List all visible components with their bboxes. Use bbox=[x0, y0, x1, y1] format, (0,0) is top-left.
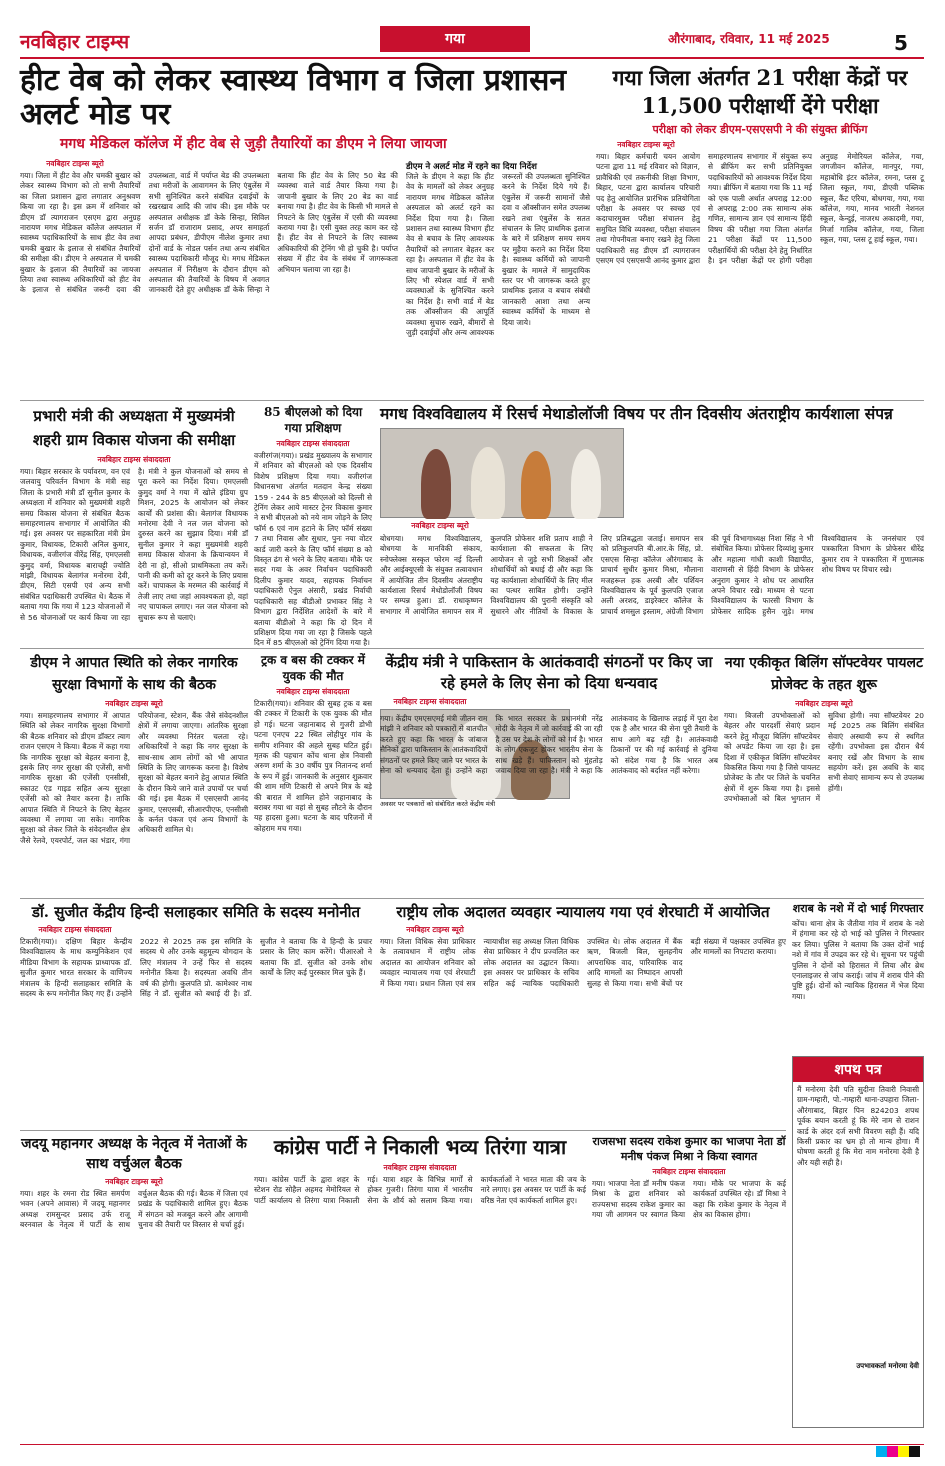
article-body: टिकारी(गया)। शनिवार की सुबह ट्रक व बस की टक्कर में टिकारी के एक युवक की मौत हो गई। घटना जहानाबाद से गुजरी डोभी पटना एनएच 22 स्थित लोहीपुर गांव के समीप शनिवार की अहले सुबह घटित हुई। मृतक की पहचान कोंच थाना क्षेत्र निवासी अरुण शर्मा के 30 वर्षीय पुत्र नितानन्द शर्मा के रूप में हुई। जानकारी के अनुसार शुक्रवार की शाम मणि टिकारी से अपने मित्र के बड़े की बारात में शामिल होने जहानाबाद के बराबर गया था वहां से सुबह लौटने के दौरान यह हादसा हुआ। घटना के बाद परिजनों में कोहराम मच गया। bbox=[254, 699, 372, 833]
headline: गया जिला अंतर्गत 21 परीक्षा केंद्रों पर 11,500 परीक्षार्थी देंगे परीक्षा bbox=[612, 65, 908, 118]
article-body: गया। बिहार सरकार के पर्यावरण, वन एवं जलवायु परिवर्तन विभाग के मंत्री सह जिला के प्रभारी मंत्री डॉ सुनील कुमार के अध्यक्षता में शनिवार को मुख्यमंत्री शहरी समग्र विकास योजना से संबंधित बैठक समाहरणालय सभागार में आयोजित की गई। इस अवसर पर सहकारिता मंत्री प्रेम कुमार, विधायक, टिकारी अनिल कुमार, विधायक, वजीरगंज वीरेंद्र सिंह, एमएलसी कुमुद वर्मा, विधायक बाराचट्टी ज्योति मांझी, विधायक बेलागंज मनोरमा देवी, डीएम, सिटी एसपी एवं अन्य सभी संबंधित पदाधिकारी उपस्थित थे। बैठक में बताया गया कि गया में 123 योजनाओं में से 56 योजनाओं पर कार्य किया जा रहा है। मंत्री ने कुल योजनाओं को समय से पूरा करने का निर्देश दिया। एमएलसी कुमुद वर्मा ने गया में खोले इंडिया ग्रुप मिशन, 2025 के आयोजन को लेकर कार्यों की प्रशंसा की। बेलागंज विधायक मनोरमा देवी ने नल जल योजना को दुरुस्त करने का सुझाव दिया। मंत्री डॉ सुनील कुमार ने कहा मुख्यमंत्री शहरी समग्र विकास योजना के क्रियान्वयन में देरी ना हो, सीओ प्राथमिकता तय करें। पानी की कमी को दूर करने के लिए प्रयास करें। चापाकल के मरम्मत की कार्रवाई में तेजी लाए तथा जहां आवश्यकता हो, वहां नए चापाकल लगाए। नल जल योजना को सुचारू रूप से चलाएं। bbox=[20, 467, 248, 622]
divider bbox=[20, 648, 924, 649]
article-body: गया। बिजली उपभोक्ताओं को बेहतर और पारदर्शी सेवाएं प्रदान करने हेतु मौजूदा बिलिंग सॉफ्टवेयर को अपडेट किया जा रहा है। इस दिशा में एकीकृत बिलिंग सॉफ्टवेयर विकसित किया गया है जिसे पायलट प्रोजेक्ट के तौर पर जिले के चयनित क्षेत्रों में शुरू किया गया है। इससे उपभोक्ताओं को बिल भुगतान में सुविधा होगी। नया सॉफ्टवेयर 20 मई 2025 तक बिलिंग संबंधित सेवाएं अस्थायी रूप से स्थगित रहेंगी। उपभोक्ता इस दौरान धैर्य बनाए रखें और विभाग के साथ सहयोग करें। इस अवधि के बाद सभी सेवाएं सामान्य रूप से उपलब्ध होंगी। bbox=[724, 711, 924, 804]
inset-body: जिले के डीएम ने कहा कि हीट वेव के मामलों को लेकर अनुग्रह नारायण मगध मेडिकल कॉलेज अस्पताल को अलर्ट रहने का निर्देश दिया गया है। जिला प्रशासन तथा स्वास्थ्य विभाग हीट वेव से बचाव के लिए आवश्यक तैयारियों को लगातार बेहतर कर रहा है। अस्पताल में हीट वेव के साथ जापानी बुखार के मरीजों के लिए भी स्पेशल वार्ड में सभी व्यवस्थाओं के सुनिश्चित करने का निर्देश है। सभी वार्ड में बेड तक ऑक्सीजन की आपूर्ति व्यवस्था सुचारु रखने, बीमारों से जुड़ी दवाईयों और अन्य आवश्यक जरूरतों की उपलब्धता सुनिश्चित करने के निर्देश दिये गये हैं। एंबुलेंस में जरूरी सामानों जैसे दवा व ऑक्सीजन समेत उपलब्ध रखने तथा एंबुलेंस के सतत संचालन के लिए प्राथमिक इलाज के बारे में प्रशिक्षण समय समय पर मुहैया कराने का निर्देश दिया है। स्वास्थ्य कर्मियों को जापानी बुखार के मामले में सामुदायिक स्तर पर भी जागरूक करते हुए प्राथमिक इलाज व बचाव संबंधी जानकारी आशा तथा अन्य स्वास्थ्य कर्मियों के माध्यम से दिया जाये। bbox=[406, 172, 590, 338]
article-billing bbox=[724, 652, 924, 894]
headline: प्रभारी मंत्री की अध्यक्षता में मुख्यमंत्री शहरी ग्राम विकास योजना की समीक्षा bbox=[32, 407, 236, 449]
headline: शराब के नशे में दो भाई गिरफ्तार bbox=[792, 902, 924, 915]
black-swatch bbox=[909, 1446, 920, 1457]
article-body: गया। समाहरणालय सभागार में आपात स्थिति को लेकर नागरिक सुरक्षा विभागों की बैठक शनिवार को डीएम डॉक्टर त्याग राजन एसएम ने किया। बैठक में कहा गया कि नागरिक सुरक्षा को बेहतर बनाना है, इसके लिए नगर सुरक्षा की एजेंसी, सभी नागरिक सुरक्षा की एजेंसी एनसीसी, स्काउट एंड गाइड सहित अन्य सुरक्षा एजेंसी को को तैयार करना है। ताकि आपात स्थिति में निपटने के लिए बेहतर व्यवस्था में लगाया जा सके। नागरिक सुरक्षा को लेकर जिले के संवेदनशील क्षेत्र जैसे रेलवे, एयरपोर्ट, जल का भंडार, गंगा परियोजना, स्टेशन, बैंक जैसे संवेदनशील क्षेत्रों में लगाया जाएगा। आंतरिक सुरक्षा और व्यवस्था निरंतर चलता रहे। अधिकारियों ने कहा कि नगर सुरक्षा के साथ-साथ आम लोगों को भी आपात स्थिति के लिए जागरूक करना है। विशेष सुरक्षा को बेहतर बनाने हेतु आपात स्थिति के दौरान किये जाने वाले उपायों पर चर्चा की गई। इस बैठक में एसएसपी आनंद कुमार, एसएसबी, सीआरपीएफ, एनसीसी के कर्नल पंकज एवं अन्य विभागों के अधिकारी शामिल थे। bbox=[20, 711, 248, 845]
byline: नवबिहार टाइम्स ब्यूरो bbox=[46, 159, 104, 168]
byline: नवबिहार टाइम्स संवाददाता bbox=[393, 697, 467, 706]
masthead bbox=[0, 0, 945, 58]
article-body: बोधगया। मगध विश्वविद्यालय, बोधगया के मानविकी संकाय, स्नोफ्लेक्स सस्कृत फोरम नई दिल्ली और आईक्यूएसी के संयुक्त तत्वावधान में आयोजित तीन दिवसीय अंतराष्ट्रीय कार्यशाला रिसर्च मेथोडोलॉजी विषय पर सम्पन्न हुआ। डॉ. राधाकृष्णन सभागार में आयोजित समापन सत्र में कुलपति प्रोफेसर शशि प्रताप शाही ने कार्यशाला की सफलता के लिए आयोजन से जुड़े सभी शिक्षकों और शोधार्थियों को बधाई दी और कहा कि यह कार्यशाला शोधार्थियों के लिए मील का पत्थर साबित होगी। उन्होंने विश्वविद्यालय की पुरानी संस्कृति को सुधारने और नीतियों के विकास के लिए प्रतिबद्धता जताई। समापन सत्र को प्रतिकुलपति बी.आर.के सिंह, प्रो. एसएस सिन्हा कॉलेज औरंगाबाद के प्राचार्य सुधीर कुमार मिश्रा, मौलाना मजहरूल हक अरबी और पर्शियन विश्वविद्यालय के पूर्व कुलपति एजाज अली अरशद, डाइरेक्टर कॉलेज के प्राचार्य शमसुल इस्लाम, अंग्रेजी विभाग की पूर्व विभागाध्यक्ष निशा सिंह ने भी संबोधित किया। प्रोफेसर दिव्यांशु कुमार और महात्मा गांधी काशी विद्यापीठ, वाराणसी से हिंदी विभाग के प्रोफेसर अनुराग कुमार ने शोध पर आधारित अपने विचार रखे। माध्यम से पटना विश्वविद्यालय के फारसी विभाग के प्रोफेसर सादिक हुसैन जुड़े। मगध विश्वविद्यालय के जनसंचार एवं पत्रकारिता विभाग के प्रोफेसर धीरेंद्र कुमार राय ने पत्रकारिता में गुणात्मक शोध विषय पर विचार रखे। bbox=[380, 534, 924, 616]
headline: नया एकीकृत बिलिंग सॉफ्टवेयर पायलट प्रोजेक्ट के तहत शुरू bbox=[724, 655, 924, 693]
byline: नवबिहार टाइम्स ब्यूरो bbox=[411, 521, 469, 530]
footer-rule bbox=[20, 1444, 924, 1445]
article-civil-defence bbox=[20, 652, 248, 894]
headline: राजसभा सदस्य राकेश कुमार का भाजपा नेता डॉ मनीष पंकज मिश्रा ने किया स्वागत bbox=[592, 1135, 786, 1163]
edition-date: औरंगाबाद, रविवार, 11 मई 2025 bbox=[668, 32, 830, 46]
headline: जदयू महानगर अध्यक्ष के नेतृत्व में नेताओं के साथ वर्चुअल बैठक bbox=[21, 1136, 247, 1172]
notice-signature: उपभावकर्ता मनोरमा देवी bbox=[856, 1362, 919, 1370]
article-body: गया। जिला में हीट वेव और चमकी बुखार को लेकर स्वास्थ्य विभाग को तो सभी तैयारियों का जिला प्रशासन द्वारा लगातार अनुश्रवण किया जा रहा है। इस क्रम में शनिवार को डीएम डॉ त्यागराजन एसएम द्वारा अनुग्रह नारायण मगध मेडिकल कॉलेज अस्पताल में स्वास्थ्य पदाधिकारियों के साथ हीट वेव तथा चमकी बुखार के इलाज से संबंधित तैयारियों की समीक्षा की। डीएम ने अस्पताल में चमकी बुखार के इलाज की तैयारियों का जायजा लिया तथा स्वास्थ्य अधिकारियों को हीट वेव के इलाज से संबंधित जरूरी दवा की उपलब्धता, वार्ड में पर्याप्त बेड की उपलब्धता तथा मरीजों के आवागमन के लिए एंबुलेंस में सभी सुनिश्चित करने संबंधित दवाईयों के रखरखाव आदि की जांच की। इस मौके पर अस्पताल अधीक्षक डॉ केके सिन्हा, सिविल सर्जन डॉ राजाराम प्रसाद, अपर समाहर्ता आपदा प्रबंधन, डीपीएम नीलेश कुमार तथा दोनों वार्ड के नोडल पर्सन तथा अन्य संबंधित स्वास्थ्य पदाधिकारी मौजूद थे। मगध मेडिकल अस्पताल में निरीक्षण के दौरान डीएम को अस्पताल की तैयारियों के विषय में अवगत जानकारी देते हुए अधीक्षक डॉ केके सिन्हा ने बताया कि हीट वेव के लिए 50 बेड की व्यवस्था वाले वार्ड तैयार किया गया है। जापानी बुखार के लिए 20 बेड का वार्ड बनाया गया है। हीट वेव के किसी भी मामले से निपटने के लिए एंबुलेंस में एसी की व्यवस्था कराया गया है। एसी युक्त तरह काम कर रहे हैं। हीट वेव से निपटने के लिए स्वास्थ्य अधिकारियों की ट्रेनिंग भी हो चुकी है। पर्याप्त संख्या में हीट वेव के संबंध में जागरूकता अभियान चलाया जा रहा है। bbox=[20, 171, 398, 295]
article-liquor-arrest bbox=[792, 902, 924, 1052]
article-body: गया। केंद्रीय एमएसएमई मंत्री जीतन राम मांझी ने शनिवार को पत्रकारों से बातचीत करते हुए कहा कि भारत के जांबाज सैनिकों द्वारा पाकिस्तान के आतंकवादियों संगठनों पर हमले किए जाने पर भारत के सेना को धन्यवाद देता हूं। उन्होंने कहा कि भारत सरकार के प्रधानमंत्री नरेंद्र मोदी के नेतृत्व में जो कार्रवाई की जा रही है उस पर देश के लोगों को गर्व है। भारत के लोग एकजुट होकर भारतीय सेना के साथ खड़े हैं। पाकिस्तान को मुंहतोड़ जवाब दिया जा रहा है। मंत्री ने कहा कि आतंकवाद के खिलाफ लड़ाई में पूरा देश एक है और भारत की सेना पूरी तैयारी के साथ आगे बढ़ रही है। आतंकवादी ठिकानों पर की गई कार्रवाई से दुनिया को संदेश गया है कि भारत अब आतंकवाद को बर्दाश्त नहीं करेगा। bbox=[380, 714, 718, 776]
headline: हीट वेब को लेकर स्वास्थ्य विभाग व जिला प्रशासन अलर्ट मोड पर bbox=[20, 63, 567, 132]
article-body: गया। शहर के रमना रोड स्थित समर्पण भवन (अपने आवास) में जदयू महानगर अध्यक्ष रामसुन्दर प्रसाद उर्फ राजू बरनवाल के नेतृत्व में पार्टी के साथ वर्चुअल बैठक की गई। बैठक में जिला एवं प्रखंड के पदाधिकारी शामिल हुए। बैठक में संगठन को मजबूत करने और आगामी चुनाव की तैयारी पर विस्तार से चर्चा हुई। bbox=[20, 1189, 248, 1230]
byline: नवबिहार टाइम्स संवाददाता bbox=[652, 1167, 726, 1176]
headline: राष्ट्रीय लोक अदालत व्यवहार न्यायालय गया एवं शेरघाटी में आयोजित bbox=[396, 903, 770, 921]
byline: नवबिहार टाइम्स ब्यूरो bbox=[406, 925, 464, 934]
masthead-rule bbox=[20, 57, 924, 59]
headline: डॉ. सुजीत केंद्रीय हिन्दी सलाहकार समिति के सदस्य मनोनीत bbox=[31, 903, 361, 921]
byline: नवबिहार टाइम्स ब्यूरो bbox=[795, 699, 853, 708]
article-bjp-welcome bbox=[592, 1134, 786, 1434]
article-body: वजीरगंज(गया)। प्रखंड मुख्यालय के सभागार में शनिवार को बीएलओ को एक दिवसीय विशेष प्रशिक्षण दिया गया। वजीरगंज विधानसभा अंतर्गत मतदान केन्द्र संख्या 159 - 244 के 85 बीएलओ को दिल्ली से ट्रेनिंग लेकर आये मास्टर ट्रेनर विकास कुमार ने सभी बीएलओ को नये नाम जोड़ने के लिए फॉर्म 6 एवं नाम हटाने के लिए फॉर्म संख्या 7 तथा निवास और सुधार, पुनः नया वोटर कार्ड जारी करने के लिए फॉर्म संख्या 8 को विस्तृत ढंग से भरने के लिए बताया। मौके पर सदर गया के अवर निर्वाचन पदाधिकारी दिलीप कुमार यादव, सहायक निर्वाचन पदाधिकारी ऐनुल अंसारी, प्रखंड निर्वाची पदाधिकारी सह बीडीओ प्रभाकर सिंह ने विभाग द्वारा निर्देशित आदेशों के बारे में बताया बीडीओ ने कहा कि दो दिन में प्रशिक्षण दिया गया जा रहा है जिसके पहले दिन में 85 बीएलओ को ट्रेनिंग दिया गया है। bbox=[254, 451, 372, 648]
divider bbox=[20, 898, 924, 899]
subheadline: परीक्षा को लेकर डीएम-एसएसपी ने की संयुक्त ब्रीफिंग bbox=[652, 123, 868, 136]
newspaper-name: नवबिहार टाइम्स bbox=[20, 31, 130, 53]
byline: नवबिहार टाइम्स संवाददाता bbox=[276, 687, 350, 696]
byline: नवबिहार टाइम्स ब्यूरो bbox=[105, 699, 163, 708]
article-union-minister bbox=[380, 652, 718, 894]
article-minister-review bbox=[20, 404, 248, 644]
affidavit-notice bbox=[792, 1056, 924, 1428]
byline: नवबिहार टाइम्स संवाददाता bbox=[38, 925, 112, 934]
notice-head: शपथ पत्र bbox=[793, 1057, 923, 1082]
article-workshop bbox=[380, 404, 924, 644]
section-label: गया bbox=[380, 26, 530, 52]
article-blo-training bbox=[254, 404, 372, 648]
byline: नवबिहार टाइम्स संवाददाता bbox=[383, 1163, 457, 1172]
headline: 85 बीएलओ को दिया गया प्रशिक्षण bbox=[263, 405, 363, 435]
article-accident bbox=[254, 652, 372, 894]
inset-head: डीएम ने अलर्ट मोड में रहने का दिया निर्देश bbox=[406, 162, 537, 172]
yellow-swatch bbox=[898, 1446, 909, 1457]
article-jdu-meeting bbox=[20, 1134, 248, 1434]
article-body: गया। जिला विधिक सेवा प्राधिकार के तत्वावधान में राष्ट्रीय लोक अदालत का आयोजन शनिवार को व्यवहार न्यायालय गया एवं शेरघाटी में किया गया। प्रधान जिला एवं सत्र न्यायाधीश सह अध्यक्ष जिला विधिक सेवा प्राधिकार ने दीप प्रज्वलित कर लोक अदालत का उद्घाटन किया। इस अवसर पर प्राधिकार के सचिव सहित कई न्यायिक पदाधिकारी उपस्थित थे। लोक अदालत में बैंक ऋण, बिजली बिल, सुलहनीय आपराधिक वाद, पारिवारिक वाद आदि मामलों का निष्पादन आपसी सुलह से किया गया। सभी बेंचों पर बड़ी संख्या में पक्षकार उपस्थित हुए और मामलों का निपटारा कराया। bbox=[380, 937, 786, 988]
article-body: कोंच। थाना क्षेत्र के जैतीया गांव में शराब के नशे में हंगामा कर रहे दो भाई को पुलिस ने गिरफ्तार कर लिया। पुलिस ने बताया कि उक्त दोनों भाई नशे में गांव में उपद्रव कर रहे थे। सूचना पर पहुंची पुलिस ने दोनों को हिरासत में लिया और ब्रेथ एनालाइजर से जांच कराई। जांच में शराब पीने की पुष्टि हुई। दोनों को न्यायिक हिरासत में भेज दिया गया। bbox=[792, 919, 924, 1001]
headline: मगध विश्वविद्यालय में रिसर्च मेथाडोलॉजी विषय पर तीन दिवसीय अंतराष्ट्रीय कार्यशाला संपन्न bbox=[380, 404, 893, 423]
magenta-swatch bbox=[887, 1446, 898, 1457]
headline: डीएम ने आपात स्थिति को लेकर नागरिक सुरक्षा विभागों के साथ की बैठक bbox=[30, 655, 238, 693]
notice-body: मैं मनोरमा देवी पति सुदीना तिवारी निवासी ग्राम-गम्हारी, पो.-गम्हारी थाना-उपहारा जिला-औरंगाबाद, बिहार पिन 824203 शपथ पूर्वक बयान करती हूं कि मेरे नाम से राशन कार्ड के अंदर दर्ज सभी विवरण सही हैं। यदि किसी प्रकार का भ्रम हो तो मान्य होगा। मैं घोषणा करती हूं कि मेरा नाम मनोरमा देवी है और यही सही है। bbox=[797, 1085, 919, 1167]
headline: कांग्रेस पार्टी ने निकाली भव्य तिरंगा यात्रा bbox=[273, 1135, 567, 1159]
headline: केंद्रीय मंत्री ने पाकिस्तान के आतंकवादी संगठनों पर किए जा रहे हमले के लिए सेना को दिया धन्यवाद bbox=[385, 653, 713, 692]
article-body: गया। भाजपा नेता डॉ मनीष पंकज मिश्रा के द्वारा शनिवार को राज्यसभा सदस्य राकेश कुमार का गया जी आगमन पर स्वागत किया गया। मौके पर भाजपा के कई कार्यकर्ता उपस्थित रहे। डॉ मिश्रा ने कहा कि राकेश कुमार के नेतृत्व में क्षेत्र का विकास होगा। bbox=[592, 1179, 786, 1220]
article-body: टिकारी(गया)। दक्षिण बिहार केन्द्रीय विश्वविद्यालय के माध कम्युनिकेशन एवं मीडिया विभाग के सहायक प्राध्यापक डॉ. सुजीत कुमार भारत सरकार के वाणिज्य मंत्रालय के हिन्दी सलाहकार समिति के सदस्य के रूप मनोनीत किए गए हैं। उन्होंने 2022 से 2025 तक इस समिति के सदस्य थे और उनके बहुमूल्य योगदान के लिए मंत्रालय ने उन्हें फिर से सदस्य मनोनीत किया है। सदस्यता अवधि तीन वर्ष की होगी। कुलपति प्रो. कामेश्वर नाथ सिंह ने डॉ. सुजीत को बधाई दी है। डॉ. सुजीत ने बताया कि वे हिन्दी के प्रचार प्रसार के लिए काम करेंगे। पीआरओ ने बताया कि डॉ. सुजीत को उनके शोध कार्यों के लिए कई पुरस्कार मिल चुके हैं। bbox=[20, 937, 372, 999]
person-figure bbox=[421, 449, 451, 519]
article-congress-yatra bbox=[254, 1134, 586, 1434]
person-figure bbox=[571, 449, 601, 519]
cyan-swatch bbox=[876, 1446, 887, 1457]
page-number: 5 bbox=[894, 31, 908, 55]
byline: नवबिहार टाइम्स ब्यूरो bbox=[105, 1177, 163, 1186]
article-body: गया। कांग्रेस पार्टी के द्वारा शहर के स्टेशन रोड सोहैल अहमद मेमोरियल से पार्टी कार्यालय से तिरंगा यात्रा निकाली गई। यात्रा शहर के विभिन्न मार्गों से होकर गुजरी। तिरंगा यात्रा में भारतीय सेना के शौर्य को सलाम किया गया। कार्यकर्ताओं ने भारत माता की जय के नारे लगाए। इस अवसर पर पार्टी के कई वरिष्ठ नेता एवं कार्यकर्ता शामिल हुए। bbox=[254, 1175, 586, 1205]
byline: नवबिहार टाइम्स ब्यूरो bbox=[617, 140, 675, 149]
byline: नवबिहार टाइम्स संवाददाता bbox=[276, 439, 350, 448]
article-body: गया। बिहार कर्मचारी चयन आयोग पटना द्वारा 11 मई रविवार को विज्ञान, प्रावैधिकी एवं तकनीकी शिक्षा विभाग, बिहार, पटना द्वारा कार्यालय परिचारी पद हेतु आयोजित प्रारंभिक प्रतियोगिता परीक्षा के अवसर पर स्वच्छ एवं कदाचारमुक्त परीक्षा संचालन हेतु समुचित विधि व्यवस्था, परीक्षा संचालन तथा गोपनीयता बनाए रखने हेतु जिला पदाधिकारी सह डीएम डॉ त्यागराजन एसएम एवं एसएसपी आनंद कुमार द्वारा समाहरणालय सभागार में संयुक्त रूप से ब्रीफिंग कर सभी प्रतिनियुक्त पदाधिकारियों को आवश्यक निर्देश दिया गया। ब्रीफिंग में बताया गया कि 11 मई को एक पाली अर्थात अपराह्न 12:00 से अपराह्न 2:00 तक सामान्य अंक गणित, सामान्य ज्ञान एवं सामान्य हिंदी विषय की परीक्षा गया जिला अंतर्गत 21 परीक्षा केंद्रों पर 11,500 परीक्षार्थियों की परीक्षा देने हेतु निर्धारित है। इन परीक्षा केंद्रों पर होगी परीक्षा अनुग्रह मेमोरियल कॉलेज, गया, जगजीवन कॉलेज, मानपुर, गया, महाबोधि इंटर कॉलेज, रमना, प्लस टू जिला स्कूल, गया, डीएवी पब्लिक स्कूल, कैंट एरिया, बोधगया, गया, गया कॉलेज, गया, मानव भारती नेशनल स्कूल, केन्दुई, नाजरथ अकादमी, गया, मिर्जा गालिब कॉलेज, गया, जिला स्कूल, गया, प्लस टू हाई स्कूल, गया। bbox=[596, 152, 924, 266]
subheadline: मगध मेडिकल कॉलेज में हीट वेब से जुड़ी तैयारियों का डीएम ने लिया जायजा bbox=[60, 136, 447, 152]
headline: ट्रक व बस की टक्कर में युवक की मौत bbox=[260, 653, 365, 683]
workshop-photo bbox=[380, 428, 624, 518]
person-figure bbox=[521, 451, 551, 519]
divider bbox=[20, 400, 924, 401]
divider bbox=[20, 1130, 786, 1131]
person-figure bbox=[471, 447, 505, 519]
cmyk-registration bbox=[876, 1446, 920, 1457]
article-dr-sujeet bbox=[20, 902, 372, 1128]
article-heatwave bbox=[20, 64, 590, 397]
article-lok-adalat bbox=[380, 902, 786, 1128]
photo-caption: अवसर पर पत्रकारों को संबोधित करते केंद्रीय मंत्री bbox=[380, 800, 496, 808]
article-exam bbox=[596, 64, 924, 397]
byline: नवबिहार टाइम्स संवाददाता bbox=[97, 455, 171, 464]
